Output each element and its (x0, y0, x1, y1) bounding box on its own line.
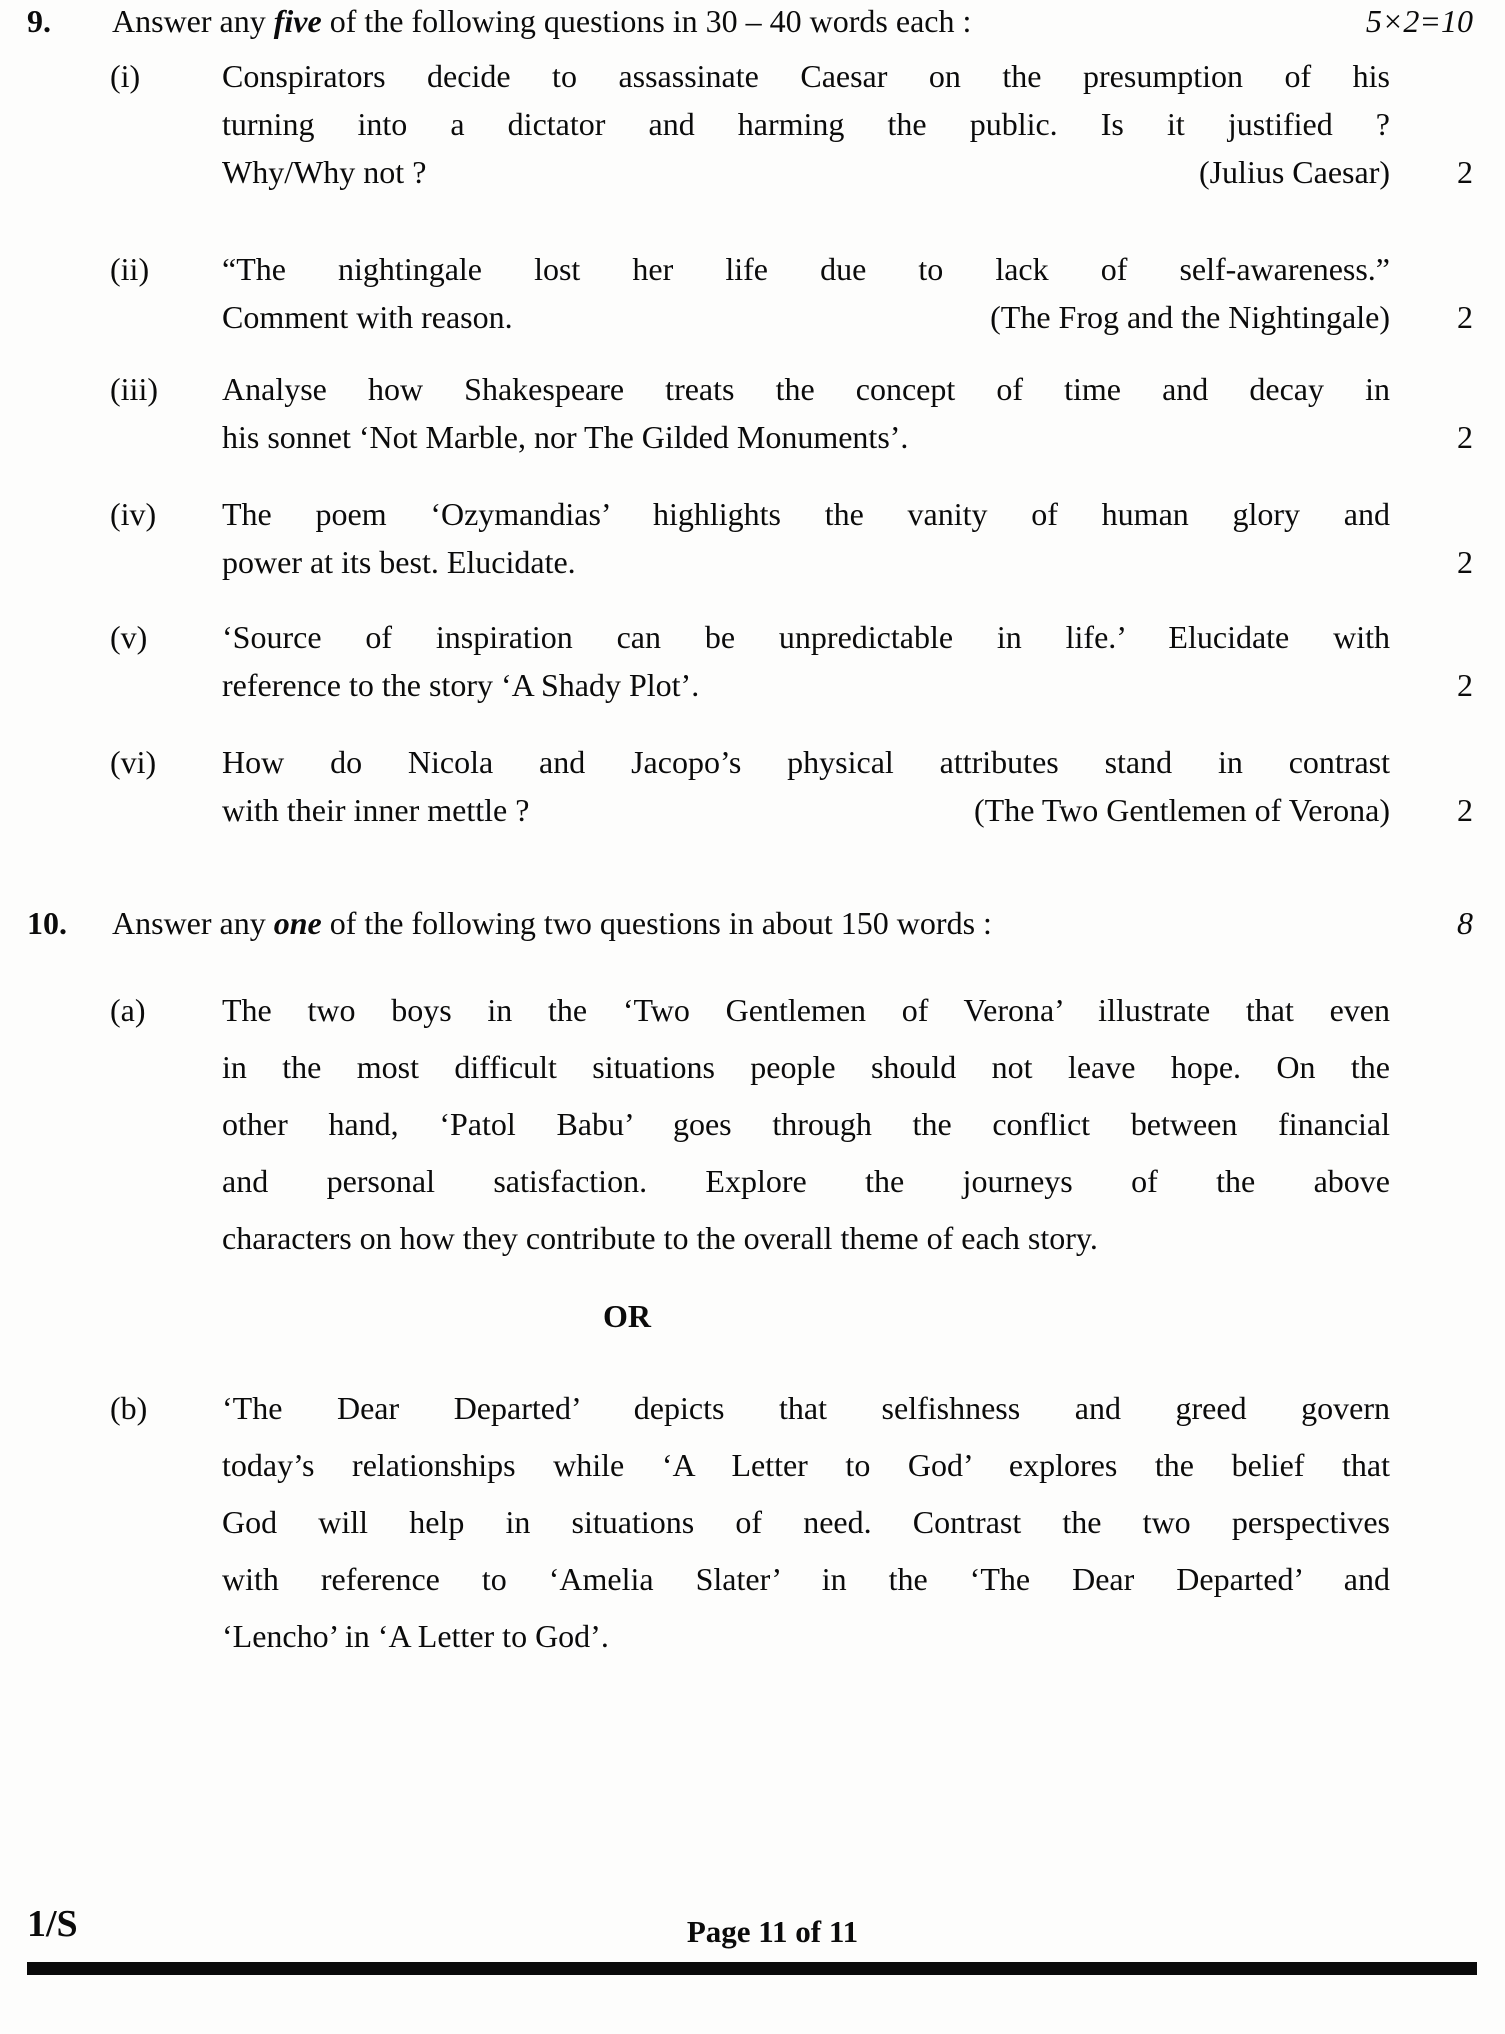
question-line: The two boys in the ‘Two Gentlemen of Verona’ illustrate that even (222, 992, 1390, 1028)
question-item (0, 365, 1505, 461)
prompt-prefix: Answer any (112, 905, 274, 941)
question-number: 10. (27, 905, 67, 941)
question-item (0, 490, 1505, 586)
item-text (222, 245, 1390, 341)
question-line: power at its best. Elucidate. (222, 544, 576, 580)
line-text: with their inner mettle ? (222, 792, 530, 828)
prompt-emphasis: one (273, 905, 322, 941)
question-line: with reference to ‘Amelia Slater’ in the ‘The Dear Departed’ and (222, 1561, 1390, 1597)
question-line: God will help in situations of need. Contrast the two perspectives (222, 1504, 1390, 1540)
question-line: ‘The Dear Departed’ depicts that selfishness and greed govern (222, 1390, 1390, 1426)
paper-code: 1/S (27, 1903, 78, 1945)
item-label: (v) (110, 619, 148, 655)
item-text (222, 738, 1390, 834)
question-10-header (0, 902, 1505, 944)
question-line: The poem ‘Ozymandias’ highlights the vanity of human glory and (222, 496, 1390, 532)
question-line: and personal satisfaction. Explore the journeys of the above (222, 1163, 1390, 1199)
question-line-split (222, 148, 1390, 196)
question-line-split (222, 293, 1390, 341)
question-line: other hand, ‘Patol Babu’ goes through the conflict between financial (222, 1106, 1390, 1142)
item-text (222, 490, 1390, 586)
item-marks: 2 (1457, 299, 1473, 335)
item-text (222, 52, 1390, 196)
item-label: (iv) (110, 496, 157, 532)
question-marks: 8 (1457, 905, 1473, 941)
source-title: (The Frog and the Nightingale) (990, 299, 1390, 335)
item-marks: 2 (1457, 792, 1473, 828)
option-text (222, 1380, 1390, 1665)
question-line: turning into a dictator and harming the public. Is it justified ? (222, 106, 1390, 142)
option-text (222, 982, 1390, 1267)
question-line: characters on how they contribute to the overall theme of each story. (222, 1220, 1098, 1256)
prompt-suffix: of the following questions in 30 – 40 words each : (321, 3, 972, 39)
line-text: Why/Why not ? (222, 154, 427, 190)
question-line: today’s relationships while ‘A Letter to God’ explores the belief that (222, 1447, 1390, 1483)
item-marks: 2 (1457, 154, 1473, 190)
item-marks: 2 (1457, 667, 1473, 703)
question-number: 9. (27, 3, 51, 39)
or-divider: OR (603, 1298, 651, 1334)
source-title: (Julius Caesar) (1198, 154, 1390, 190)
question-line: in the most difficult situations people should not leave hope. On the (222, 1049, 1390, 1085)
item-marks: 2 (1457, 544, 1473, 580)
item-text (222, 613, 1390, 709)
question-marks: 5×2=10 (1365, 3, 1473, 39)
item-marks: 2 (1457, 419, 1473, 455)
item-text (222, 365, 1390, 461)
option-label: (b) (110, 1390, 148, 1426)
item-label: (vi) (110, 744, 157, 780)
question-line: ‘Source of inspiration can be unpredictable in life.’ Elucidate with (222, 619, 1390, 655)
line-text: Comment with reason. (222, 299, 513, 335)
page-number-label: Page 11 of 11 (686, 1914, 859, 1949)
question-9-header (0, 0, 1505, 42)
question-line: “The nightingale lost her life due to lack of self-awareness.” (222, 251, 1390, 287)
question-line: Analyse how Shakespeare treats the concept of time and decay in (222, 371, 1390, 407)
prompt-prefix: Answer any (112, 3, 274, 39)
item-label: (iii) (110, 371, 158, 407)
question-line: reference to the story ‘A Shady Plot’. (222, 667, 700, 703)
question-option (0, 1380, 1505, 1665)
question-option (0, 982, 1505, 1267)
source-title: (The Two Gentlemen of Verona) (974, 792, 1390, 828)
question-line-split (222, 786, 1390, 834)
question-line: his sonnet ‘Not Marble, nor The Gilded Monuments’. (222, 419, 909, 455)
prompt-emphasis: five (273, 3, 322, 39)
question-item (0, 613, 1505, 709)
question-item (0, 245, 1505, 341)
question-line: Conspirators decide to assassinate Caesar on the presumption of his (222, 58, 1390, 94)
question-item (0, 52, 1505, 196)
question-prompt (112, 0, 1366, 42)
item-label: (i) (110, 58, 141, 94)
question-prompt (112, 902, 1457, 944)
question-line: ‘Lencho’ in ‘A Letter to God’. (222, 1618, 609, 1654)
option-label: (a) (110, 992, 146, 1028)
question-line: How do Nicola and Jacopo’s physical attributes stand in contrast (222, 744, 1390, 780)
question-item (0, 738, 1505, 834)
footer-rule (27, 1962, 1477, 1975)
item-label: (ii) (110, 251, 150, 287)
prompt-suffix: of the following two questions in about 150 words : (321, 905, 992, 941)
